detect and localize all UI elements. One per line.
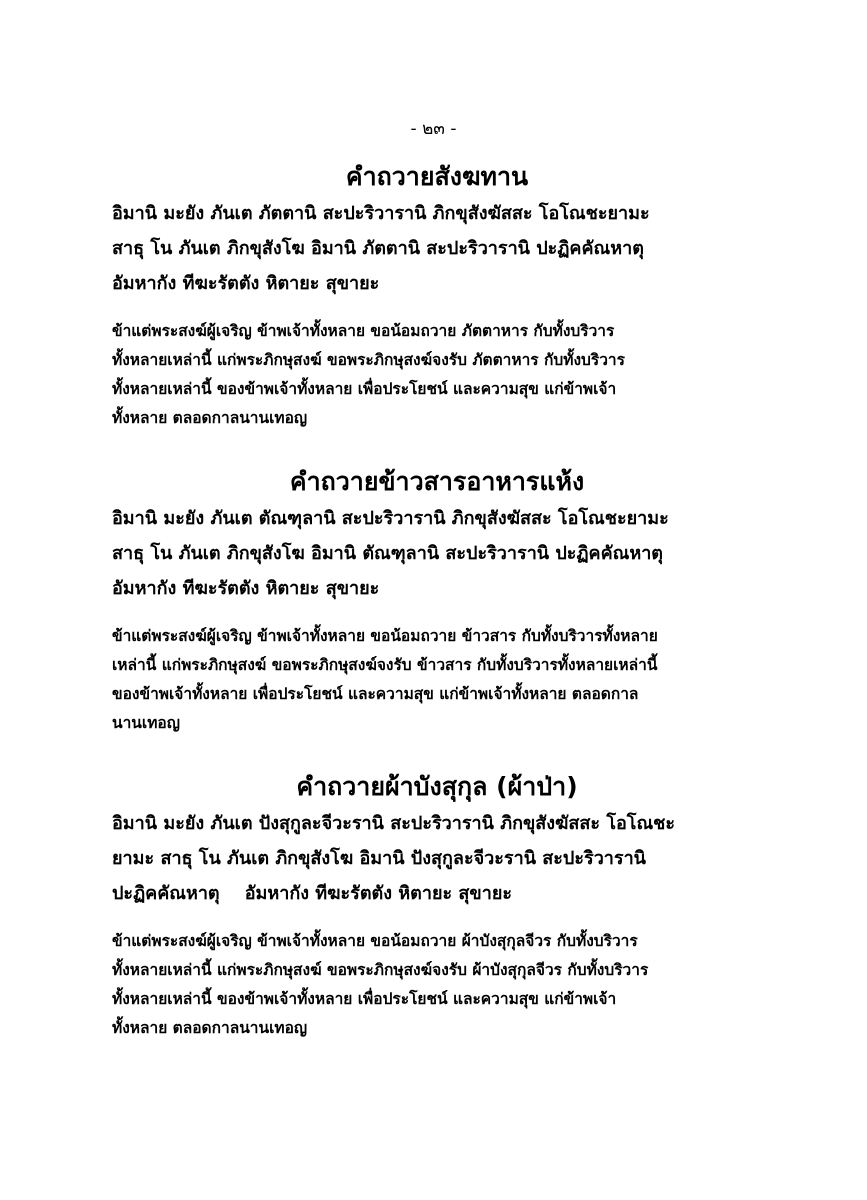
thai-translation bbox=[112, 622, 762, 738]
thai-translation bbox=[112, 927, 762, 1043]
thai-line: ทั้งหลายเหล่านี้ ของข้าพเจ้าทั้งหลาย เพื่อประโยชน์ และความสุข แก่ข้าพเจ้า bbox=[112, 990, 617, 1008]
page-number: - ๒๓ - bbox=[410, 119, 457, 139]
section-heading: คำถวายผ้าบังสุกุล (ผ้าป่า) bbox=[296, 772, 578, 801]
thai-line: เหล่านี้ แก่พระภิกษุสงฆ์ ขอพระภิกษุสงฆ์จงรับ ข้าวสาร กับทั้งบริวารทั้งหลายเหล่านี้ bbox=[112, 656, 658, 674]
pali-line: อิมานิ มะยัง ภันเต ปังสุกูละจีวะรานิ สะปะริวารานิ ภิกขุสังฆัสสะ โอโณชะ bbox=[112, 813, 676, 834]
section-heading: คำถวายสังฆทาน bbox=[345, 162, 529, 191]
pali-line: อิมานิ มะยัง ภันเต ภัตตานิ สะปะริวารานิ ภิกขุสังฆัสสะ โอโณชะยามะ bbox=[112, 203, 650, 224]
thai-translation bbox=[112, 317, 762, 433]
pali-line: ยามะ สาธุ โน ภันเต ภิกขุสังโฆ อิมานิ ปังสุกูละจีวะรานิ สะปะริวารานิ bbox=[112, 848, 646, 869]
thai-line: ของข้าพเจ้าทั้งหลาย เพื่อประโยชน์ และความสุข แก่ข้าพเจ้าทั้งหลาย ตลอดกาล bbox=[112, 685, 639, 703]
pali-verse bbox=[112, 501, 762, 606]
thai-line: นานเทอญ bbox=[112, 714, 180, 732]
section-bangsukul-robe bbox=[112, 770, 762, 1043]
thai-line: ข้าแต่พระสงฆ์ผู้เจริญ ข้าพเจ้าทั้งหลาย ขอน้อมถวาย ภัตตาหาร กับทั้งบริวาร bbox=[112, 322, 615, 340]
pali-line: อัมหากัง ทีฆะรัตตัง หิตายะ สุขายะ bbox=[112, 578, 380, 599]
pali-line: สาธุ โน ภันเต ภิกขุสังโฆ อิมานิ ภัตตานิ สะปะริวารานิ ปะฏิคคัณหาตุ bbox=[112, 238, 644, 259]
section-heading: คำถวายข้าวสารอาหารแห้ง bbox=[289, 467, 585, 496]
thai-line: ทั้งหลายเหล่านี้ ของข้าพเจ้าทั้งหลาย เพื่อประโยชน์ และความสุข แก่ข้าพเจ้า bbox=[112, 380, 617, 398]
pali-line: อิมานิ มะยัง ภันเต ตัณฑุลานิ สะปะริวารานิ ภิกขุสังฆัสสะ โอโณชะยามะ bbox=[112, 508, 669, 529]
section-sanghathan bbox=[112, 160, 762, 433]
pali-line: สาธุ โน ภันเต ภิกขุสังโฆ อิมานิ ตัณฑุลานิ สะปะริวารานิ ปะฏิคคัณหาตุ bbox=[112, 543, 663, 564]
section-rice-dry-food bbox=[112, 465, 762, 738]
thai-line: ทั้งหลาย ตลอดกาลนานเทอญ bbox=[112, 1019, 308, 1037]
thai-line: ทั้งหลาย ตลอดกาลนานเทอญ bbox=[112, 409, 308, 427]
thai-line: ทั้งหลายเหล่านี้ แก่พระภิกษุสงฆ์ ขอพระภิกษุสงฆ์จงรับ ผ้าบังสุกุลจีวร กับทั้งบริวาร bbox=[112, 961, 649, 979]
thai-line: ข้าแต่พระสงฆ์ผู้เจริญ ข้าพเจ้าทั้งหลาย ขอน้อมถวาย ผ้าบังสุกุลจีวร กับทั้งบริวาร bbox=[112, 932, 638, 950]
pali-line: ปะฏิคคัณหาตุ อัมหากัง ทีฆะรัตตัง หิตายะ สุขายะ bbox=[112, 883, 513, 904]
thai-line: ทั้งหลายเหล่านี้ แก่พระภิกษุสงฆ์ ขอพระภิกษุสงฆ์จงรับ ภัตตาหาร กับทั้งบริวาร bbox=[112, 351, 625, 369]
thai-line: ข้าแต่พระสงฆ์ผู้เจริญ ข้าพเจ้าทั้งหลาย ขอน้อมถวาย ข้าวสาร กับทั้งบริวารทั้งหลาย bbox=[112, 627, 658, 645]
pali-verse bbox=[112, 196, 762, 301]
pali-verse bbox=[112, 806, 762, 911]
pali-line: อัมหากัง ทีฆะรัตตัง หิตายะ สุขายะ bbox=[112, 273, 380, 294]
